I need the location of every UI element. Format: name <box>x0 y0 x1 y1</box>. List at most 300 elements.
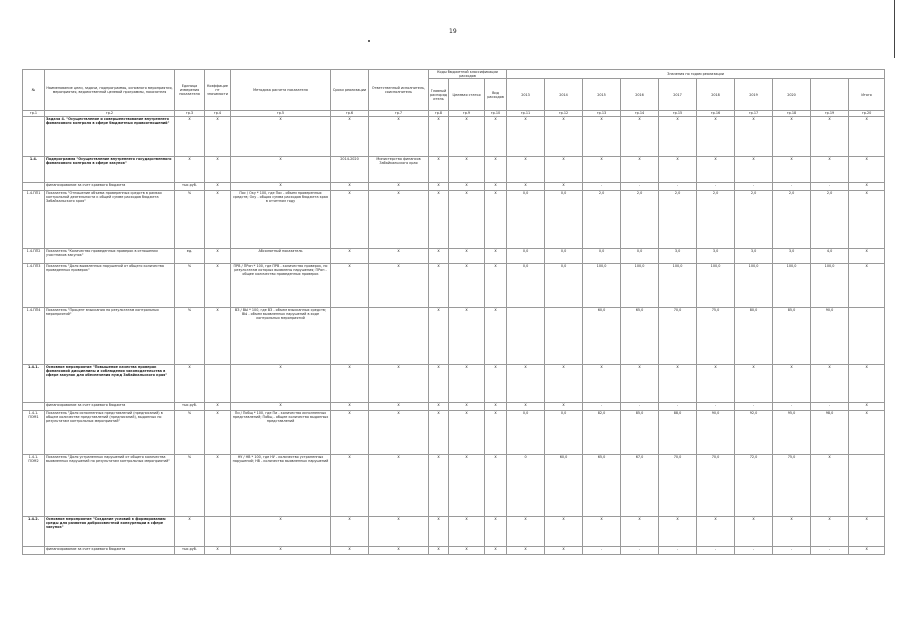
row-name-cell: Показатель "Отношение объема проверенных средств в рамках контрольной деятельности к общей сумме расходов бюджета Забайкальского края" <box>45 191 175 249</box>
table-cell: X <box>545 547 583 555</box>
table-cell: X <box>205 117 231 157</box>
table-cell: X <box>583 365 621 403</box>
table-cell: X <box>485 455 507 517</box>
table-cell: X <box>429 117 449 157</box>
table-cell: 2,0 <box>773 191 811 249</box>
column-number: гр.15 <box>659 111 697 117</box>
table-cell: X <box>849 191 885 249</box>
table-cell: - <box>621 403 659 411</box>
table-cell <box>849 455 885 517</box>
table-cell: 85,0 <box>621 411 659 455</box>
table-cell: - <box>659 547 697 555</box>
header-year: 2017 <box>659 79 697 111</box>
header-method: Методика расчета показателя <box>231 70 331 111</box>
header-year: 2014 <box>545 79 583 111</box>
table-cell: X <box>849 264 885 308</box>
table-cell: 0,0 <box>545 411 583 455</box>
table-cell: X <box>583 517 621 547</box>
table-cell: X <box>429 264 449 308</box>
table-cell: X <box>583 117 621 157</box>
header-year: 2013 <box>507 79 545 111</box>
table-cell: - <box>697 183 735 191</box>
table-cell: 70,0 <box>659 455 697 517</box>
row-name-cell: Показатель "Доля выявленных нарушений от общего количества проведенных проверок" <box>45 264 175 308</box>
table-cell: 65,0 <box>583 455 621 517</box>
table-cell: X <box>485 365 507 403</box>
header-executor: Ответственный исполнитель, соисполнитель <box>369 70 429 111</box>
table-cell: - <box>735 547 773 555</box>
table-cell: X <box>507 547 545 555</box>
table-cell: X <box>205 308 231 365</box>
table-cell: X <box>331 191 369 249</box>
table-cell: X <box>231 403 331 411</box>
program-table-container <box>22 69 880 596</box>
table-cell: Министерство финансов Забайкальского края <box>369 157 429 183</box>
table-cell: X <box>811 517 849 547</box>
table-row <box>23 455 885 517</box>
table-cell: X <box>659 517 697 547</box>
table-cell: 0,0 <box>545 264 583 308</box>
table-cell: X <box>735 517 773 547</box>
table-cell: 0,0 <box>545 191 583 249</box>
table-cell: X <box>849 403 885 411</box>
table-cell: 0,0 <box>507 191 545 249</box>
header-year: 2016 <box>621 79 659 111</box>
table-cell: X <box>545 157 583 183</box>
table-cell: X <box>485 157 507 183</box>
table-cell: X <box>449 547 485 555</box>
table-cell: 95,0 <box>773 411 811 455</box>
row-name-cell: Показатель "Доля исполненных представлений (предписаний) в общем количестве представлений (предписаний), выданных по результатам контрольных мероприятий" <box>45 411 175 455</box>
column-number: гр.4 <box>205 111 231 117</box>
table-cell: X <box>485 403 507 411</box>
row-name-cell: Подпрограмма "Осуществление внутреннего государственного финансового контроля в сфере закупок" <box>45 157 175 183</box>
table-cell: - <box>621 183 659 191</box>
column-number: гр.12 <box>545 111 583 117</box>
table-cell: X <box>331 455 369 517</box>
table-cell: - <box>735 183 773 191</box>
table-cell <box>205 517 231 547</box>
table-cell: X <box>205 547 231 555</box>
table-row <box>23 403 885 411</box>
table-cell: - <box>697 403 735 411</box>
header-grbs: Главный распорядитель <box>429 79 449 111</box>
header-total: Итого <box>849 79 885 111</box>
table-cell: X <box>429 547 449 555</box>
table-cell: X <box>429 517 449 547</box>
row-number-cell: 1.4.2. <box>23 517 45 547</box>
table-cell: 98,0 <box>811 411 849 455</box>
table-cell: % <box>175 308 205 365</box>
table-cell: 70,0 <box>697 455 735 517</box>
table-cell: X <box>849 249 885 264</box>
header-values: Значения по годам реализации <box>507 70 885 79</box>
table-cell: 4,0 <box>811 249 849 264</box>
table-cell: - <box>773 403 811 411</box>
table-cell: X <box>485 308 507 365</box>
table-cell: X <box>429 249 449 264</box>
row-name-cell: финансирование за счет краевого бюджета <box>45 547 175 555</box>
column-number: гр.2 <box>45 111 175 117</box>
column-number: гр.16 <box>697 111 735 117</box>
table-row <box>23 191 885 249</box>
table-cell: X <box>369 117 429 157</box>
table-cell: X <box>331 264 369 308</box>
table-cell: X <box>545 365 583 403</box>
table-cell: ед. <box>175 249 205 264</box>
table-cell: X <box>697 365 735 403</box>
table-cell: - <box>697 547 735 555</box>
table-cell: X <box>429 183 449 191</box>
table-cell: X <box>449 117 485 157</box>
table-cell: % <box>175 411 205 455</box>
table-cell: X <box>369 183 429 191</box>
header-year: 2018 <box>697 79 735 111</box>
table-cell: - <box>659 403 697 411</box>
table-cell: 0 <box>507 455 545 517</box>
table-cell: НУ / НВ * 100, где НУ - количество устраненных нарушений; НВ - количество выявленных нарушений <box>231 455 331 517</box>
page-number: 19 <box>449 28 457 35</box>
table-cell: % <box>175 264 205 308</box>
table-cell: X <box>621 157 659 183</box>
table-cell: X <box>369 403 429 411</box>
table-cell: 3,0 <box>773 249 811 264</box>
table-row <box>23 365 885 403</box>
column-number: гр.11 <box>507 111 545 117</box>
header-year: 2015 <box>583 79 621 111</box>
table-cell: 2,0 <box>583 191 621 249</box>
table-cell: - <box>621 547 659 555</box>
header-target: Целевая статья <box>449 79 485 111</box>
table-cell: X <box>545 183 583 191</box>
table-cell: 100,0 <box>583 264 621 308</box>
table-cell: 88,0 <box>659 411 697 455</box>
table-cell: X <box>429 191 449 249</box>
table-cell: X <box>331 411 369 455</box>
table-cell: 0,0 <box>507 249 545 264</box>
column-number: гр.19 <box>811 111 849 117</box>
table-cell: 2,0 <box>659 191 697 249</box>
table-cell: 100,0 <box>773 264 811 308</box>
table-cell: - <box>659 183 697 191</box>
table-cell: тыс.руб. <box>175 403 205 411</box>
table-cell: X <box>331 365 369 403</box>
table-row <box>23 547 885 555</box>
table-cell: X <box>231 117 331 157</box>
column-number: гр.5 <box>231 111 331 117</box>
table-cell: 75,0 <box>697 308 735 365</box>
table-row <box>23 249 885 264</box>
row-number-cell <box>23 403 45 411</box>
table-cell: X <box>811 117 849 157</box>
table-cell <box>849 308 885 365</box>
table-cell: X <box>735 365 773 403</box>
table-cell: X <box>507 117 545 157</box>
table-cell: 2,0 <box>735 191 773 249</box>
table-cell: % <box>175 191 205 249</box>
table-cell: X <box>175 117 205 157</box>
row-name-cell: Показатель "Доля устраненных нарушений от общего количества выявленных нарушений по результатам контрольных мероприятий" <box>45 455 175 517</box>
table-cell: X <box>773 365 811 403</box>
table-cell: X <box>369 365 429 403</box>
table-cell: X <box>449 264 485 308</box>
table-cell: X <box>583 157 621 183</box>
row-number-cell <box>23 547 45 555</box>
table-cell: 3,0 <box>659 249 697 264</box>
table-cell: X <box>449 183 485 191</box>
table-cell: X <box>507 403 545 411</box>
table-cell: X <box>205 403 231 411</box>
table-cell: X <box>849 365 885 403</box>
table-cell: - <box>583 183 621 191</box>
table-cell: X <box>849 547 885 555</box>
table-cell: % <box>175 455 205 517</box>
table-cell: - <box>773 183 811 191</box>
table-cell: 2014-2020 <box>331 157 369 183</box>
table-cell: X <box>449 403 485 411</box>
table-cell: X <box>849 117 885 157</box>
table-cell <box>369 308 429 365</box>
row-name-cell: финансирование за счет краевого бюджета <box>45 183 175 191</box>
table-cell: X <box>545 517 583 547</box>
table-cell: 85,0 <box>773 308 811 365</box>
table-cell: 90,0 <box>811 308 849 365</box>
header-year-extra <box>811 79 849 111</box>
column-number: гр.6 <box>331 111 369 117</box>
table-cell: 100,0 <box>697 264 735 308</box>
row-number-cell <box>23 183 45 191</box>
table-cell: X <box>369 191 429 249</box>
table-cell: X <box>175 365 205 403</box>
table-cell: X <box>507 365 545 403</box>
table-cell: X <box>735 117 773 157</box>
table-cell: X <box>331 517 369 547</box>
table-cell: X <box>485 117 507 157</box>
table-cell: X <box>621 365 659 403</box>
row-number-cell: 1.4.ПП4 <box>23 308 45 365</box>
table-cell: X <box>429 157 449 183</box>
table-cell: - <box>583 403 621 411</box>
table-cell: X <box>659 365 697 403</box>
column-number: гр.14 <box>621 111 659 117</box>
column-number: гр.7 <box>369 111 429 117</box>
table-cell: X <box>485 249 507 264</box>
table-cell: X <box>811 455 849 517</box>
table-cell: X <box>231 547 331 555</box>
table-cell: 60,0 <box>583 308 621 365</box>
table-cell: 3,0 <box>735 249 773 264</box>
table-cell: X <box>331 249 369 264</box>
edge-line <box>894 0 895 58</box>
table-cell: X <box>449 191 485 249</box>
table-cell: X <box>231 517 331 547</box>
header-unit: Единица измерения показателя <box>175 70 205 111</box>
table-cell: X <box>331 547 369 555</box>
column-number: гр.3 <box>175 111 205 117</box>
table-cell: X <box>429 365 449 403</box>
table-cell: X <box>369 249 429 264</box>
table-cell: X <box>429 455 449 517</box>
table-cell: X <box>449 517 485 547</box>
table-cell: X <box>331 183 369 191</box>
table-cell <box>205 365 231 403</box>
table-cell: X <box>175 517 205 547</box>
row-number-cell <box>23 117 45 157</box>
row-name-cell: Показатель "Количество проведенных проверок в отношении участников закупок" <box>45 249 175 264</box>
header-year: 2020 <box>773 79 811 111</box>
table-cell: X <box>449 365 485 403</box>
table-cell: X <box>545 403 583 411</box>
table-cell: - <box>811 183 849 191</box>
table-cell: X <box>205 264 231 308</box>
table-cell: 72,0 <box>735 455 773 517</box>
table-cell: X <box>735 157 773 183</box>
header-vr: Вид расходов <box>485 79 507 111</box>
table-cell: X <box>205 191 231 249</box>
table-row <box>23 183 885 191</box>
table-cell: - <box>811 403 849 411</box>
table-cell: X <box>621 517 659 547</box>
table-cell: 100,0 <box>659 264 697 308</box>
table-cell: ВЗ / ВЫ * 100, где ВЗ - объем взысканных средств; ВЫ - объем выявленных нарушений в ходе контрольных мероприятий <box>231 308 331 365</box>
table-cell: 82,0 <box>583 411 621 455</box>
table-cell: 70,0 <box>659 308 697 365</box>
column-number: гр.18 <box>773 111 811 117</box>
header-weight: Коэффициент значимости <box>205 70 231 111</box>
table-cell: - <box>773 547 811 555</box>
table-cell: X <box>205 455 231 517</box>
table-cell: X <box>485 264 507 308</box>
table-row <box>23 117 885 157</box>
table-cell: 0,0 <box>583 249 621 264</box>
table-cell <box>331 308 369 365</box>
table-cell: X <box>449 308 485 365</box>
table-cell: X <box>449 411 485 455</box>
table-row <box>23 308 885 365</box>
table-cell: X <box>205 249 231 264</box>
column-number: гр.1 <box>23 111 45 117</box>
table-row <box>23 411 885 455</box>
table-cell: X <box>369 455 429 517</box>
column-number: гр.10 <box>485 111 507 117</box>
table-cell: X <box>485 547 507 555</box>
table-cell: 90,0 <box>697 411 735 455</box>
table-cell: X <box>849 517 885 547</box>
table-cell: X <box>449 157 485 183</box>
table-cell: X <box>811 157 849 183</box>
table-cell: X <box>429 411 449 455</box>
table-cell <box>507 308 545 365</box>
program-table <box>22 69 885 555</box>
header-budget-codes: Коды бюджетной классификации расходов <box>429 70 507 79</box>
table-cell: X <box>545 117 583 157</box>
table-cell: X <box>369 547 429 555</box>
table-cell: X <box>507 517 545 547</box>
table-cell: 2,0 <box>621 191 659 249</box>
row-name-cell: Задача 4. "Осуществление и совершенствование внутреннего финансового контроля в сфере бюджетных правоотношений" <box>45 117 175 157</box>
row-name-cell: Основное мероприятие "Повышение качества проверок финансовой дисциплины и соблюдения законодательства в сфере закупок для обеспечения нужд Забайкальского края" <box>45 365 175 403</box>
table-cell: X <box>449 455 485 517</box>
table-cell: 92,0 <box>735 411 773 455</box>
table-cell <box>545 308 583 365</box>
table-cell: X <box>231 157 331 183</box>
table-cell: 2,0 <box>697 191 735 249</box>
table-cell: X <box>773 157 811 183</box>
table-cell: 60,0 <box>545 455 583 517</box>
table-cell: X <box>659 157 697 183</box>
table-cell: 0,0 <box>507 264 545 308</box>
table-cell: ПРВ / ПРоп * 100, где ПРВ - количество проверок, по результатам которых выявлены нарушения; ПРоп - общее количество проведенных проверок <box>231 264 331 308</box>
table-cell: X <box>849 411 885 455</box>
table-cell: тыс.руб. <box>175 183 205 191</box>
table-cell: X <box>331 403 369 411</box>
table-cell: X <box>205 183 231 191</box>
column-number: гр.13 <box>583 111 621 117</box>
table-cell: X <box>369 517 429 547</box>
table-cell: X <box>485 411 507 455</box>
table-cell: тыс.руб. <box>175 547 205 555</box>
table-cell: X <box>507 183 545 191</box>
table-cell: X <box>205 157 231 183</box>
table-cell: X <box>369 411 429 455</box>
table-cell: X <box>485 191 507 249</box>
table-cell: 100,0 <box>621 264 659 308</box>
row-name-cell: Показатель "Процент взыскания по результатам контрольных мероприятий" <box>45 308 175 365</box>
table-cell: 100,0 <box>735 264 773 308</box>
table-cell: - <box>583 547 621 555</box>
table-cell: 65,0 <box>621 308 659 365</box>
table-cell: 2,0 <box>811 191 849 249</box>
row-name-cell: Основное мероприятие "Создание условий к формированию среды для развития добросовестной конкуренции в сфере закупок" <box>45 517 175 547</box>
table-cell: X <box>369 264 429 308</box>
table-cell: X <box>485 517 507 547</box>
table-cell: X <box>849 183 885 191</box>
table-cell: X <box>697 517 735 547</box>
table-row <box>23 157 885 183</box>
table-cell: - <box>735 403 773 411</box>
table-cell: 75,0 <box>773 455 811 517</box>
table-cell: X <box>231 183 331 191</box>
column-number: гр.9 <box>449 111 485 117</box>
table-cell: Пос / Оку * 100, где Пос - объем проверенных средств; Оку - общая сумма расходов бюджета края в отчетном году <box>231 191 331 249</box>
table-cell: X <box>231 365 331 403</box>
row-name-cell: финансирование за счет краевого бюджета <box>45 403 175 411</box>
table-row <box>23 517 885 547</box>
header-year: 2019 <box>735 79 773 111</box>
table-cell: X <box>697 117 735 157</box>
table-cell: - <box>811 547 849 555</box>
table-cell: X <box>175 157 205 183</box>
header-no: № <box>23 70 45 111</box>
table-row <box>23 264 885 308</box>
table-cell: 67,0 <box>621 455 659 517</box>
table-cell: X <box>773 117 811 157</box>
table-cell: X <box>485 183 507 191</box>
header-name: Наименование цели, задачи, подпрограммы, основного мероприятия, мероприятия, ведомственной целевой программы, показателя <box>45 70 175 111</box>
table-cell: X <box>429 403 449 411</box>
table-cell: X <box>449 249 485 264</box>
row-number-cell: 1.4.1. <box>23 365 45 403</box>
page-mark <box>368 40 370 42</box>
table-cell: 0,0 <box>545 249 583 264</box>
row-number-cell: 1.4. <box>23 157 45 183</box>
table-cell: X <box>205 411 231 455</box>
table-cell: X <box>697 157 735 183</box>
table-cell: X <box>811 365 849 403</box>
row-number-cell: 1.4.ПП2 <box>23 249 45 264</box>
table-cell: X <box>507 157 545 183</box>
table-cell: X <box>621 117 659 157</box>
